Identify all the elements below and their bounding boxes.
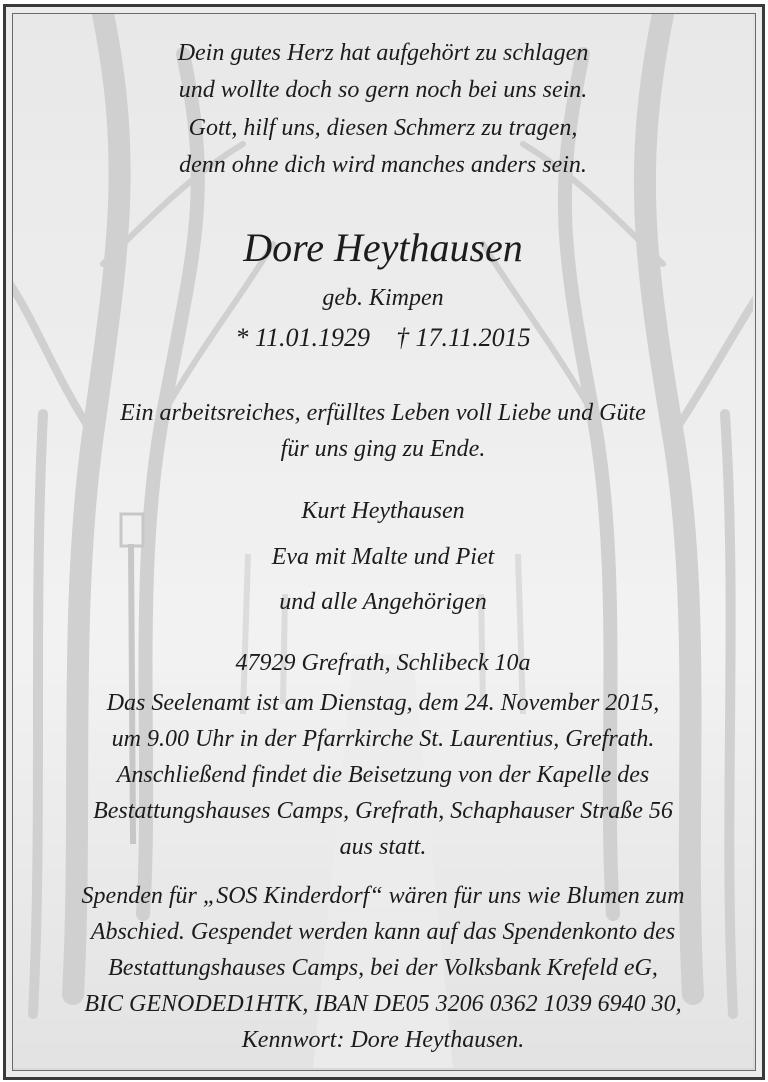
service-line: Anschließend findet die Beisetzung von der Kapelle des	[116, 762, 650, 788]
poem-line: und wollte doch so gern noch bei uns sein.	[178, 77, 588, 103]
mourner-line: und alle Angehörigen	[279, 589, 487, 615]
donation-line: Kennwort: Dore Heythausen.	[241, 1027, 525, 1053]
tribute-line: für uns ging zu Ende.	[280, 436, 486, 462]
mourner-line: Kurt Heythausen	[301, 498, 465, 524]
service-line: um 9.00 Uhr in der Pfarrkirche St. Laurentius, Grefrath.	[111, 726, 655, 752]
address: 47929 Grefrath, Schlibeck 10a	[235, 650, 531, 676]
birth-date: * 11.01.1929	[235, 323, 370, 352]
donation-line: Abschied. Gespendet werden kann auf das Spendenkonto des	[90, 919, 676, 945]
service-line: Bestattungshauses Camps, Grefrath, Schaphauser Straße 56	[93, 798, 673, 824]
poem-line: denn ohne dich wird manches anders sein.	[179, 152, 587, 178]
poem-line: Dein gutes Herz hat aufgehört zu schlagen	[177, 40, 589, 66]
death-date: † 17.11.2015	[396, 323, 531, 352]
tribute-line: Ein arbeitsreiches, erfülltes Leben voll Liebe und Güte	[120, 400, 646, 426]
life-dates	[13, 325, 753, 351]
donation-line: Spenden für „SOS Kinderdorf“ wären für uns wie Blumen zum	[81, 883, 685, 909]
service-line: Das Seelenamt ist am Dienstag, dem 24. November 2015,	[106, 690, 660, 716]
deceased-name: Dore Heythausen	[243, 225, 523, 270]
obituary-inner-frame	[12, 13, 756, 1071]
obituary-card	[3, 4, 765, 1080]
birth-name: geb. Kimpen	[322, 285, 444, 311]
donation-line: BIC GENODED1HTK, IBAN DE05 3206 0362 1039 6940 30,	[84, 991, 682, 1017]
poem-line: Gott, hilf uns, diesen Schmerz zu tragen,	[188, 115, 578, 141]
service-line: aus statt.	[339, 834, 427, 860]
donation-line: Bestattungshauses Camps, bei der Volksbank Krefeld eG,	[108, 955, 658, 981]
mourner-line: Eva mit Malte und Piet	[271, 544, 495, 570]
